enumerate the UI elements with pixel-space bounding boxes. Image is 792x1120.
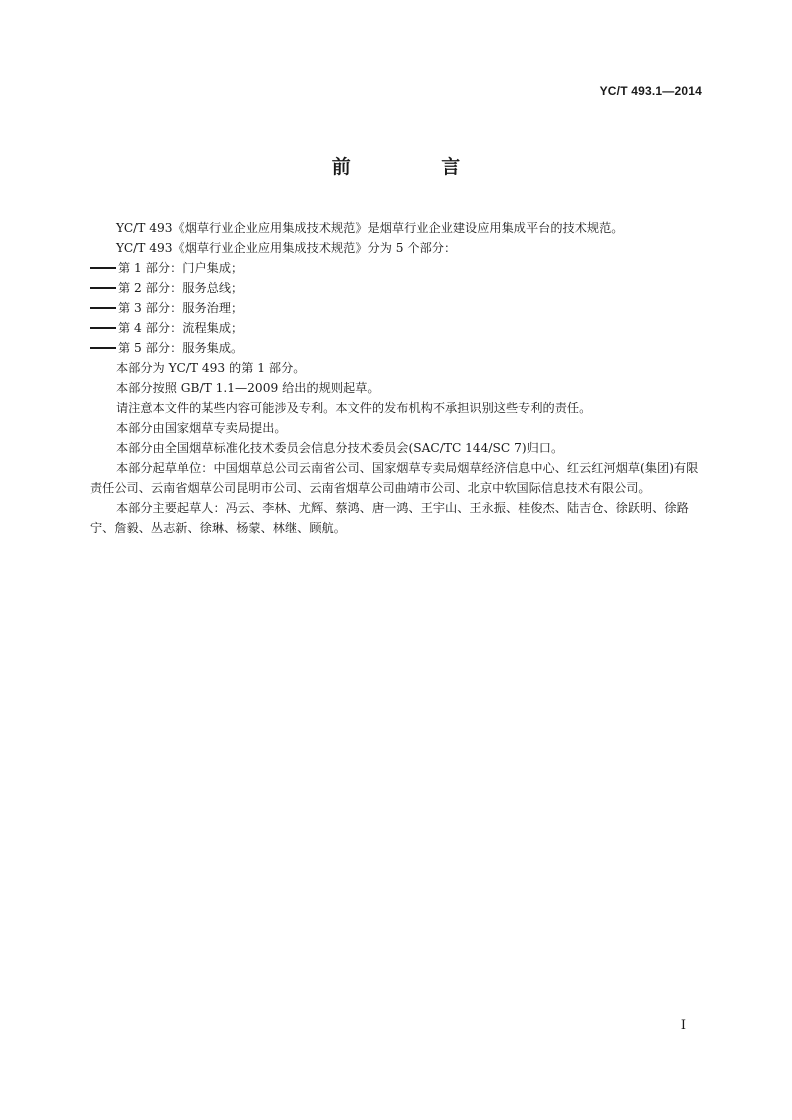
drafters-paragraph: 本部分主要起草人：冯云、李林、尤辉、蔡鸿、唐一鸿、王宇山、王永振、桂俊杰、陆吉仓、徐跃明、徐路宁、詹毅、丛志新、徐琳、杨蒙、林继、顾航。: [90, 501, 689, 535]
em-dash-icon: [90, 347, 116, 349]
section-title: 前 言: [331, 156, 503, 178]
foreword-body: [90, 218, 708, 538]
paragraph: YC/T 493《烟草行业企业应用集成技术规范》是烟草行业企业建设应用集成平台的技术规范。: [116, 221, 624, 235]
paragraph: 本部分由国家烟草专卖局提出。: [116, 421, 287, 435]
part-list-item: [90, 338, 708, 358]
paragraph: YC/T 493《烟草行业企业应用集成技术规范》分为 5 个部分：: [116, 241, 457, 255]
part-list-item: [90, 278, 708, 298]
part-label: 第 1 部分：门户集成；: [118, 261, 244, 275]
page-number: I: [680, 1018, 686, 1033]
em-dash-icon: [90, 267, 116, 269]
part-label: 第 5 部分：服务集成。: [118, 341, 244, 355]
part-label: 第 2 部分：服务总线；: [118, 281, 244, 295]
part-list-item: [90, 298, 708, 318]
em-dash-icon: [90, 307, 116, 309]
em-dash-icon: [90, 327, 116, 329]
paragraph: 本部分按照 GB/T 1.1—2009 给出的规则起草。: [116, 381, 380, 395]
drafting-units-paragraph: 本部分起草单位：中国烟草总公司云南省公司、国家烟草专卖局烟草经济信息中心、红云红河烟草(集团)有限责任公司、云南省烟草公司昆明市公司、云南省烟草公司曲靖市公司、北京中软国际信息技术有限公司。: [90, 461, 699, 495]
paragraph: 本部分由全国烟草标准化技术委员会信息分技术委员会(SAC/TC 144/SC 7)归口。: [116, 441, 564, 455]
part-label: 第 3 部分：服务治理；: [118, 301, 244, 315]
paragraph: 本部分为 YC/T 493 的第 1 部分。: [116, 361, 306, 375]
part-list-item: [90, 318, 708, 338]
em-dash-icon: [90, 287, 116, 289]
part-list-item: [90, 258, 708, 278]
standard-code: YC/T 493.1—2014: [599, 84, 702, 98]
paragraph: 请注意本文件的某些内容可能涉及专利。本文件的发布机构不承担识别这些专利的责任。: [116, 401, 592, 415]
part-label: 第 4 部分：流程集成；: [118, 321, 244, 335]
